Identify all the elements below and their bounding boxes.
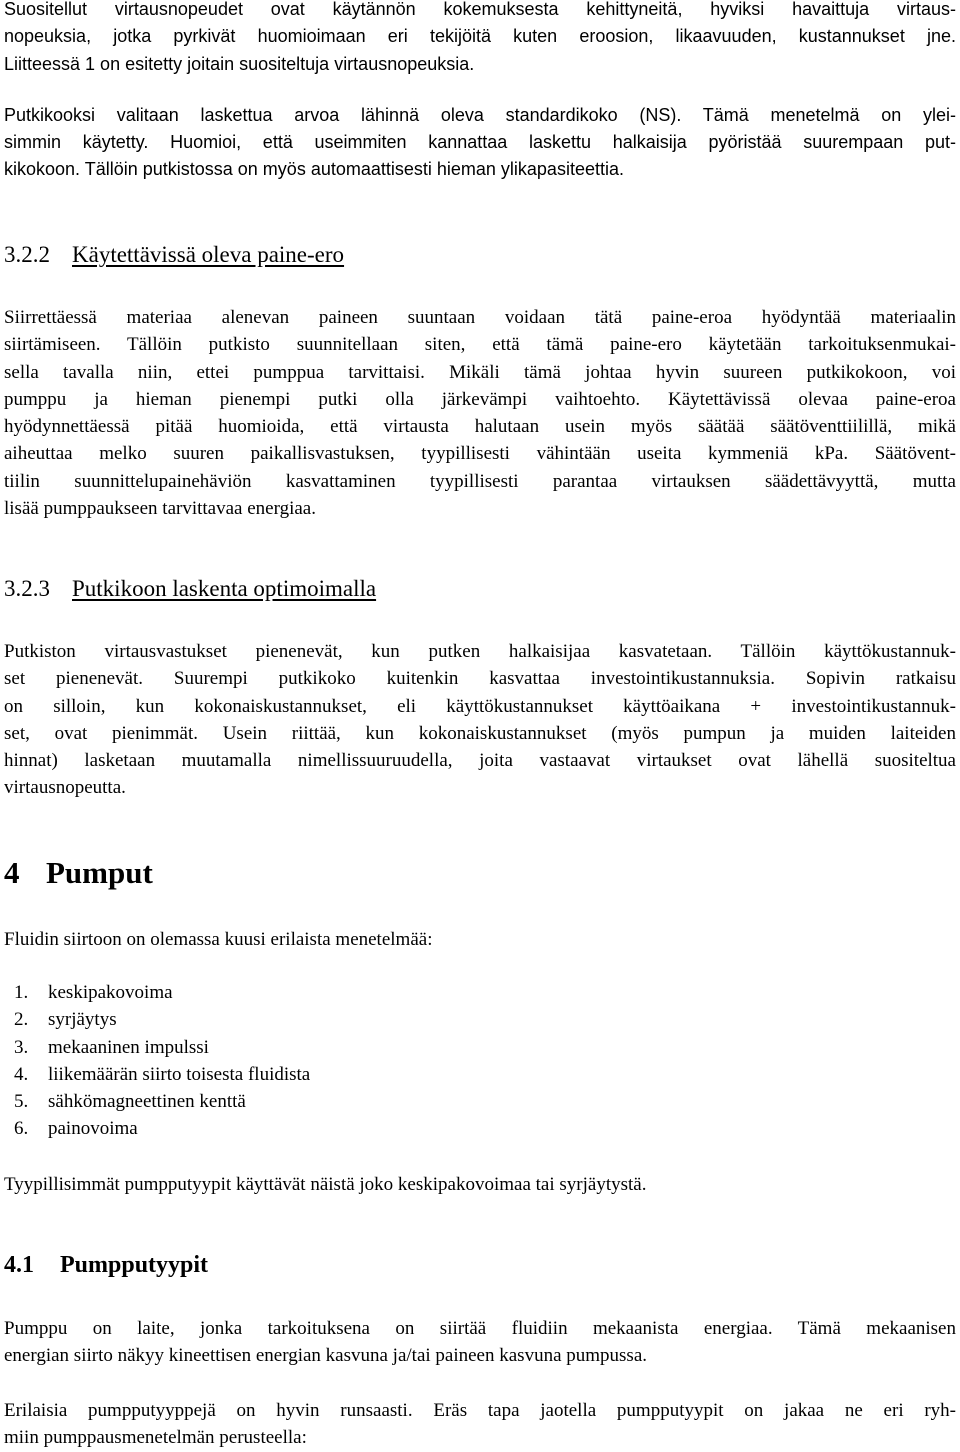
text-line: miin pumppausmenetelmän perusteella: xyxy=(4,1427,307,1449)
section-title: Käytettävissä oleva paine-ero xyxy=(72,242,345,267)
list-item-label: mekaaninen impulssi xyxy=(48,1036,209,1058)
list-item xyxy=(4,1006,956,1033)
text-line: Siirrettäessä materiaa alenevan paineen suuntaan voidaan tätä paine-eroa hyödyntää materiaalin xyxy=(4,307,956,328)
list-item-number: 2. xyxy=(14,1009,29,1031)
list-item xyxy=(4,1034,956,1061)
text-line: set pienenevät. Suurempi putkikoko kuitenkin kasvattaa investointikustannuksia. Sopivin ratkaisu xyxy=(4,668,956,690)
text-line: Pumppu on laite, jonka tarkoituksena on siirtää fluidiin mekaanista energiaa. Tämä mekaanisen xyxy=(4,1318,956,1339)
section-heading-3-2-3 xyxy=(4,574,956,604)
section-heading-4-1 xyxy=(4,1249,956,1281)
list-item-label: keskipakovoima xyxy=(48,982,173,1003)
text-line: Putkiston virtausvastukset pienenevät, kun putken halkaisijaa kasvatetaan. Tällöin käyttökustannuk- xyxy=(4,641,956,662)
chapter-heading-4 xyxy=(4,854,956,892)
text-line: energian siirto näkyy kineettisen energian kasvuna ja/tai paineen kasvuna pumpussa. xyxy=(4,1345,648,1367)
section-4-summary xyxy=(4,1171,956,1198)
section-4-1-paragraph-1 xyxy=(4,1315,956,1370)
text-line: lisää pumppaukseen tarvittavaa energiaa. xyxy=(4,498,316,520)
text-line: Liitteessä 1 on esitetty joitain suositeltuja virtausnopeuksia. xyxy=(4,53,475,74)
text-line: tiilin suunnittelupainehäviön kasvattaminen tyypillisesti parantaa virtauksen säädettävyyttä, mutta xyxy=(4,470,956,492)
list-item-label: liikemäärän siirto toisesta fluidista xyxy=(48,1063,311,1085)
text-line: siirtämiseen. Tällöin putkisto suunnitellaan siten, että tämä paine-ero käytetään tarkoituksenmukai- xyxy=(4,334,956,356)
text-line: Erilaisia pumpputyyppejä on hyvin runsaasti. Eräs tapa jaotella pumpputyypit on jakaa ne eri ryh- xyxy=(4,1400,956,1421)
text-line: on silloin, kun kokonaiskustannukset, eli käyttökustannukset käyttöaikana + investointikustannuk- xyxy=(4,695,956,717)
section-4-1-paragraph-2 xyxy=(4,1397,956,1452)
text-line: Suositellut virtausnopeudet ovat käytännön kokemuksesta kehittyneitä, hyviksi havaittuja virtaus- xyxy=(4,0,956,19)
section-number: 3.2.3 xyxy=(4,576,50,601)
text-line: hyödynnettäessä pitää huomioida, että virtausta halutaan usein myös säätää säätöventtiilillä, mikä xyxy=(4,416,956,438)
list-item-number: 3. xyxy=(14,1036,29,1058)
section-4-intro xyxy=(4,926,956,953)
list-item-number: 5. xyxy=(14,1091,29,1113)
list-item xyxy=(4,979,956,1006)
list-item xyxy=(4,1115,956,1142)
chapter-title: Pumput xyxy=(46,855,153,890)
list-item-label: syrjäytys xyxy=(48,1009,117,1031)
text-line: pumppu ja hieman pienempi putki olla järkevämpi vaihtoehto. Käytettävissä olevaa paine-eroa xyxy=(4,388,956,410)
list-item-number: 4. xyxy=(14,1063,29,1085)
section-heading-3-2-2 xyxy=(4,240,956,270)
chapter-number: 4 xyxy=(4,855,20,890)
list-item xyxy=(4,1061,956,1088)
list-item-label: painovoima xyxy=(48,1118,138,1140)
section-title: Pumpputyypit xyxy=(60,1252,209,1278)
text-line: sella tavalla niin, ettei pumppua tarvittaisi. Mikäli tämä johtaa hyvin suureen putkikokoon, voi xyxy=(4,361,956,383)
text-line: kikokoon. Tällöin putkistossa on myös automaattisesti hieman ylikapasiteettia. xyxy=(4,159,624,179)
text-line: Putkikooksi valitaan laskettua arvoa lähinnä oleva standardikoko (NS). Tämä menetelmä on ylei- xyxy=(4,105,956,125)
section-number: 3.2.2 xyxy=(4,242,50,267)
list-item xyxy=(4,1088,956,1115)
text-line: Tyypillisimmät pumpputyypit käyttävät näistä joko keskipakovoimaa tai syrjäytystä. xyxy=(4,1174,647,1195)
section-3-2-2-paragraph xyxy=(4,304,956,522)
text-line: aiheuttaa melko suuren paikallisvastuksen, tyypillisesti vähintään useita kymmeniä kPa. Säätövent- xyxy=(4,443,956,465)
section-number: 4.1 xyxy=(4,1252,34,1278)
text-line: nopeuksia, jotka pyrkivät huomioimaan eri tekijöitä kuten eroosion, likaavuuden, kustannukset jne. xyxy=(4,26,956,47)
text-line: set, ovat pienimmät. Usein riittää, kun kokonaiskustannukset (myös pumpun ja muiden laiteiden xyxy=(4,722,956,744)
intro-paragraph-1 xyxy=(4,0,956,78)
section-title: Putkikoon laskenta optimoimalla xyxy=(72,576,377,601)
text-line: simmin käytetty. Huomioi, että useimmiten kannattaa laskettu halkaisija pyöristää suurempaan put- xyxy=(4,132,956,152)
text-line: hinnat) lasketaan muutamalla nimellissuuruudella, joita vastaavat virtaukset ovat lähellä suositeltua xyxy=(4,750,956,772)
methods-list xyxy=(4,979,956,1143)
list-item-label: sähkömagneettinen kenttä xyxy=(48,1091,246,1113)
intro-paragraph-2 xyxy=(4,102,956,183)
list-item-number: 6. xyxy=(14,1118,29,1140)
text-line: Fluidin siirtoon on olemassa kuusi erilaista menetelmää: xyxy=(4,929,433,950)
text-line: virtausnopeutta. xyxy=(4,777,126,799)
section-3-2-3-paragraph xyxy=(4,638,956,802)
list-item-number: 1. xyxy=(14,982,29,1003)
